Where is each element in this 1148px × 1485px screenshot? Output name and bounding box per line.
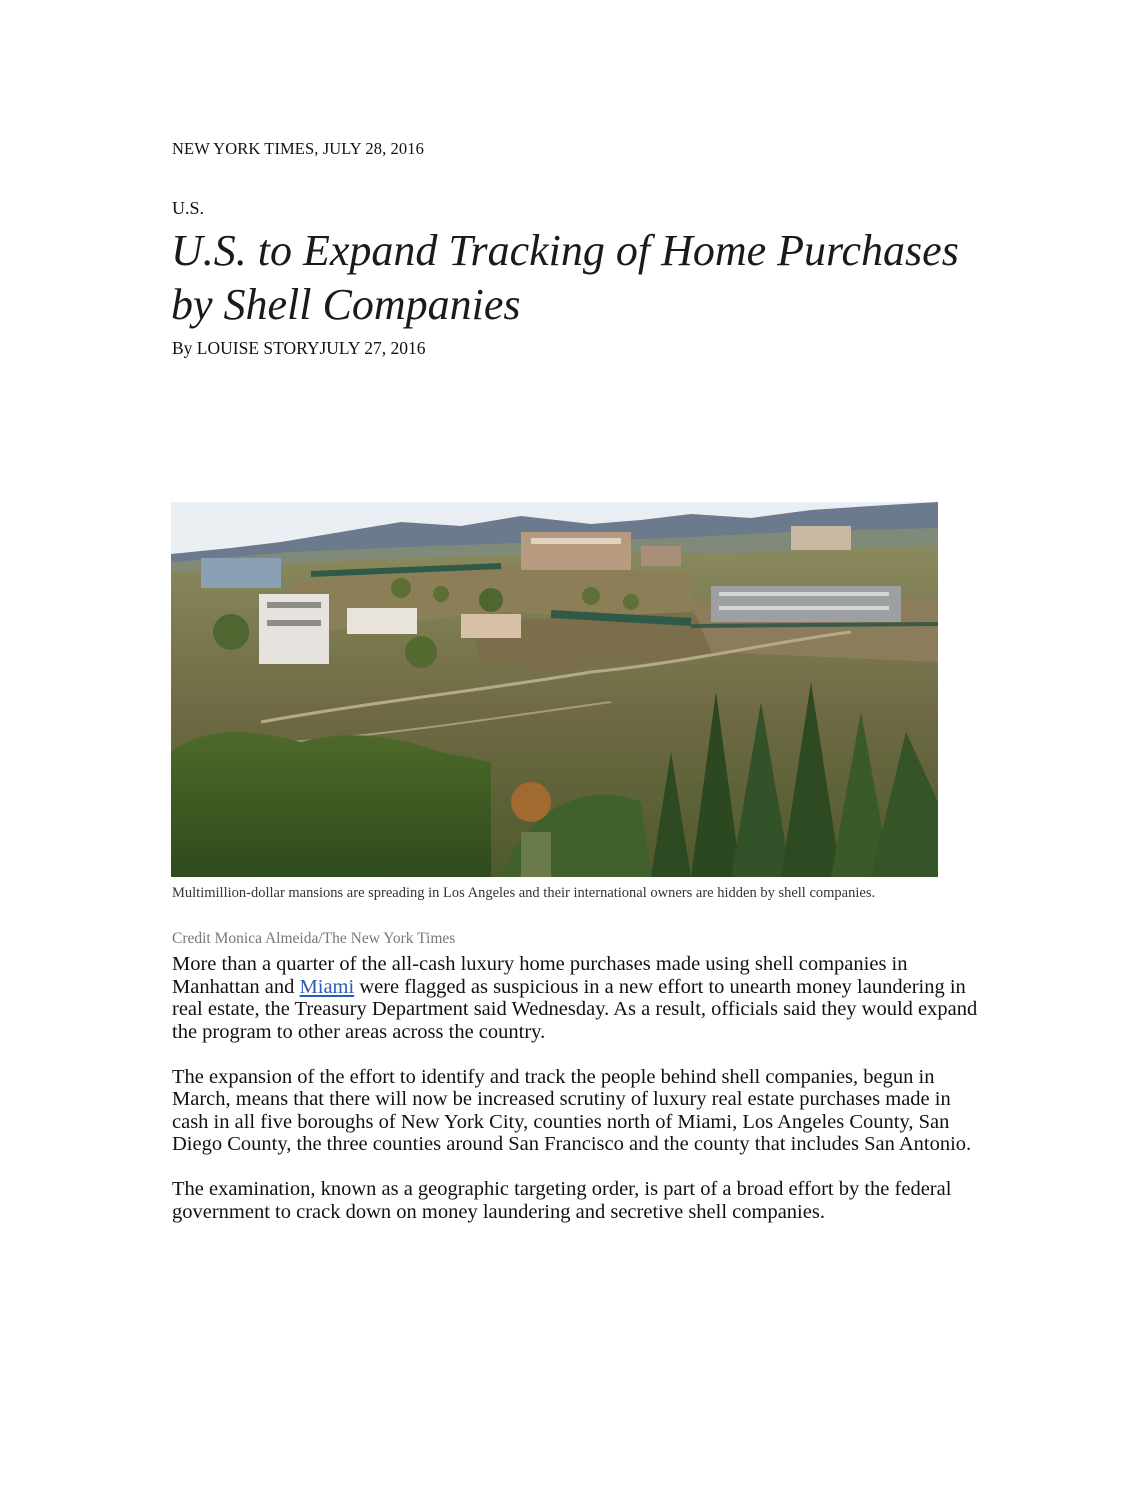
paragraph-1 (172, 953, 992, 1043)
paragraph-1-text-start: More than a quarter of the all-cash luxury home purchases made using shell companies in Manhattan and (172, 953, 908, 998)
paragraph-1-text-end: were flagged as suspicious in a new effort to unearth money laundering in real estate, the Treasury Department said Wednesday. As a result, officials said they would expand the program to other areas across the country. (172, 975, 978, 1043)
section-label: U.S. (172, 198, 205, 218)
miami-link[interactable]: Miami (299, 975, 355, 998)
article-body (172, 953, 992, 1246)
source-date-line: NEW YORK TIMES, JULY 28, 2016 (172, 139, 424, 158)
hillside-mansions-image (171, 502, 938, 877)
headline: U.S. to Expand Tracking of Home Purchases by Shell Companies (171, 226, 959, 329)
paragraph-2: The expansion of the effort to identify and track the people behind shell companies, begun in March, means that there will now be increased scrutiny of luxury real estate purchases made in cash in all five boroughs of New York City, counties north of Miami, Los Angeles County, San Diego County, the three counties around San Francisco and the county that includes San Antonio. (172, 1065, 972, 1155)
paragraph-3: The examination, known as a geographic targeting order, is part of a broad effort by the federal government to crack down on money laundering and secretive shell companies. (172, 1178, 952, 1223)
photo-credit: Credit Monica Almeida/The New York Times (172, 930, 456, 947)
byline: By LOUISE STORYJULY 27, 2016 (172, 338, 426, 358)
article-photo (171, 502, 938, 877)
photo-caption: Multimillion-dollar mansions are spreading in Los Angeles and their international owners are hidden by shell companies. (172, 885, 876, 901)
